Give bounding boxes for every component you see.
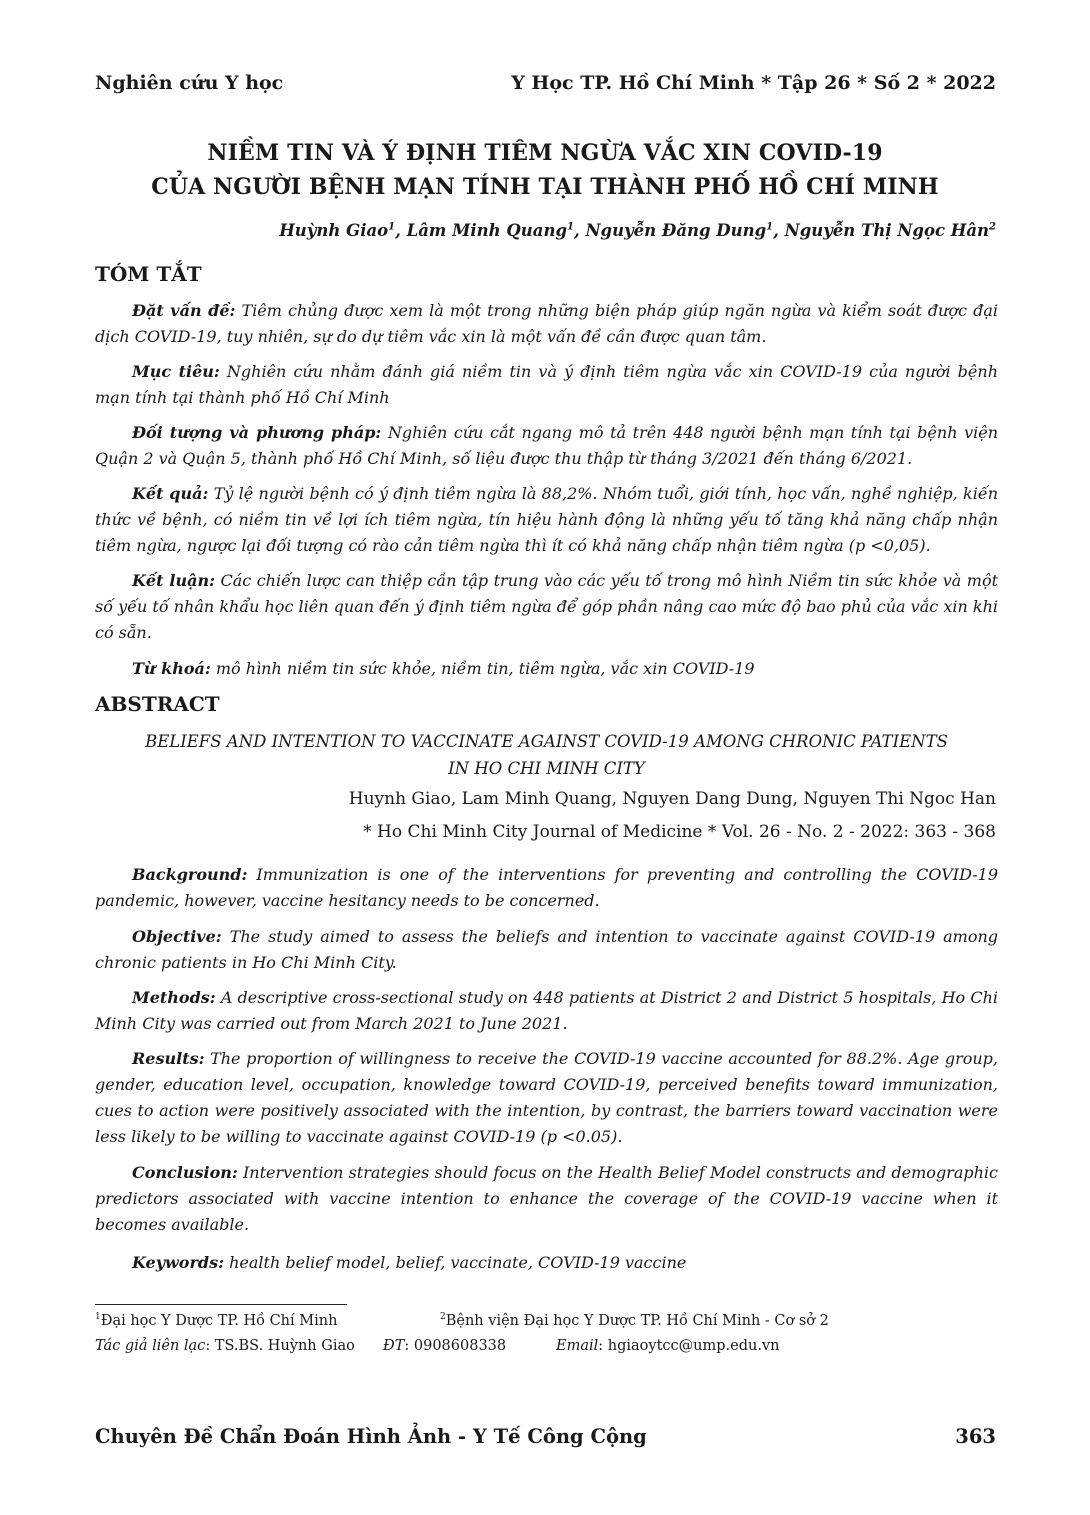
abstract-objective-text: The study aimed to assess the beliefs and intention to vaccinate against COVID-19 among chronic patients in Ho Chi Minh City. bbox=[95, 927, 998, 972]
summary-background-label: Đặt vấn đề: bbox=[132, 301, 236, 320]
corresponding-author-label: Tác giả liên lạc bbox=[95, 1338, 206, 1354]
summary-keywords-text: mô hình niềm tin sức khỏe, niềm tin, tiêm ngừa, vắc xin COVID-19 bbox=[210, 659, 755, 678]
author-name: Huỳnh Giao bbox=[279, 221, 389, 240]
contact-email-label: Email bbox=[556, 1338, 599, 1354]
author-separator: , bbox=[773, 221, 785, 240]
summary-conclusion-text: Các chiến lược can thiệp cần tập trung vào các yếu tố trong mô hình Niềm tin sức khỏe và một số yếu tố nhân khẩu học liên quan đến ý định tiêm ngừa để góp phần nâng cao mức độ bao phủ của vắc xin khi có sẵn. bbox=[95, 571, 999, 642]
corresponding-author bbox=[95, 1338, 355, 1354]
running-header-right: Y Học TP. Hồ Chí Minh * Tập 26 * Số 2 * 2022 bbox=[511, 72, 996, 94]
author-name: Nguyễn Đăng Dung bbox=[585, 221, 767, 240]
abstract-keywords-text: health belief model, belief, vaccinate, COVID-19 vaccine bbox=[224, 1253, 687, 1272]
summary-results-text: Tỷ lệ người bệnh có ý định tiêm ngừa là 88,2%. Nhóm tuổi, giới tính, học vấn, nghề nghiệp, kiến thức về bệnh, có niềm tin về lợi ích tiêm ngừa, tín hiệu hành động là những yếu tố tăng khả năng chấp nhận tiêm ngừa, ngược lại đối tượng có rào cản tiêm ngừa thì ít có khả năng chấp nhận tiêm ngừa (p <0,05). bbox=[95, 484, 999, 555]
contact-email bbox=[556, 1338, 779, 1354]
summary-keywords-label: Từ khoá: bbox=[132, 659, 211, 678]
running-header-left: Nghiên cứu Y học bbox=[95, 72, 284, 94]
contact-phone bbox=[383, 1338, 506, 1354]
summary-methods bbox=[95, 420, 998, 472]
summary-conclusion-label: Kết luận: bbox=[132, 571, 216, 590]
english-title-line-1: BELIEFS AND INTENTION TO VACCINATE AGAINST COVID-19 AMONG CHRONIC PATIENTS bbox=[145, 732, 948, 751]
affiliation-2-sup: 2 bbox=[440, 1312, 446, 1322]
corresponding-author-name: : TS.BS. Huỳnh Giao bbox=[205, 1338, 355, 1354]
author-separator: , bbox=[395, 221, 407, 240]
summary-methods-label: Đối tượng và phương pháp: bbox=[132, 423, 382, 442]
author-affiliation-sup: 1 bbox=[766, 221, 774, 233]
abstract-keywords bbox=[95, 1250, 998, 1276]
summary-methods-text: Nghiên cứu cắt ngang mô tả trên 448 người bệnh mạn tính tại bệnh viện Quận 2 và Quận 5, thành phố Hồ Chí Minh, số liệu được thu thập từ tháng 3/2021 đến tháng 6/2021. bbox=[95, 423, 999, 468]
contact-phone-label: ĐT bbox=[383, 1338, 405, 1354]
contact-email-value[interactable]: : hgiaoytcc@ump.edu.vn bbox=[598, 1338, 780, 1354]
author-name: Lâm Minh Quang bbox=[406, 221, 567, 240]
summary-background-text: Tiêm chủng được xem là một trong những biện pháp giúp ngăn ngừa và kiểm soát được đại dịch COVID-19, tuy nhiên, sự do dự tiêm vắc xin là một vấn đề cần được quan tâm. bbox=[95, 301, 998, 346]
summary-conclusion bbox=[95, 568, 998, 646]
author-separator: , bbox=[573, 221, 586, 240]
summary-background bbox=[95, 298, 998, 350]
abstract-heading: ABSTRACT bbox=[95, 692, 220, 716]
summary-results bbox=[95, 481, 998, 559]
article-title-line-1: NIỀM TIN VÀ Ý ĐỊNH TIÊM NGỪA VẮC XIN COVID-19 bbox=[207, 140, 883, 166]
affiliation-2 bbox=[440, 1312, 829, 1329]
abstract-objective-label: Objective: bbox=[132, 927, 222, 946]
author-affiliation-sup: 2 bbox=[989, 221, 996, 233]
abstract-keywords-label: Keywords: bbox=[132, 1253, 225, 1272]
author-affiliation-sup: 1 bbox=[567, 221, 574, 233]
abstract-background-text: Immunization is one of the interventions for preventing and controlling the COVID-19 pandemic, however, vaccine hesitancy needs to be concerned. bbox=[95, 865, 998, 910]
author-affiliation-sup: 1 bbox=[388, 221, 396, 233]
summary-objective-text: Nghiên cứu nhằm đánh giá niềm tin và ý định tiêm ngừa vắc xin COVID-19 của người bệnh mạn tính tại thành phố Hồ Chí Minh bbox=[95, 362, 999, 407]
article-title bbox=[60, 136, 1030, 204]
summary-objective-label: Mục tiêu: bbox=[132, 362, 220, 381]
abstract-results bbox=[95, 1046, 998, 1150]
abstract-methods-label: Methods: bbox=[132, 988, 216, 1007]
abstract-results-text: The proportion of willingness to receive the COVID-19 vaccine accounted for 88.2%. Age group, gender, education level, occupation, knowledge toward COVID-19, perceived benefits toward immunization, cues to action were positively associated with the intention, by contrast, the barriers toward vaccination were less likely to be willing to vaccinate against COVID-19 (p <0.05). bbox=[95, 1049, 998, 1146]
affiliation-1-text: Đại học Y Dược TP. Hồ Chí Minh bbox=[100, 1312, 338, 1329]
abstract-background-label: Background: bbox=[132, 865, 248, 884]
english-title bbox=[95, 728, 998, 782]
summary-heading: TÓM TẮT bbox=[95, 262, 202, 286]
affiliation-1-sup: 1 bbox=[95, 1312, 101, 1322]
summary-objective bbox=[95, 359, 998, 411]
abstract-objective bbox=[95, 924, 998, 976]
summary-keywords bbox=[95, 656, 998, 682]
journal-citation: * Ho Chi Minh City Journal of Medicine * Vol. 26 - No. 2 - 2022: 363 - 368 bbox=[363, 822, 996, 842]
abstract-background bbox=[95, 862, 998, 914]
english-author-list: Huynh Giao, Lam Minh Quang, Nguyen Dang Dung, Nguyen Thi Ngoc Han bbox=[348, 789, 996, 809]
running-footer-title: Chuyên Đề Chẩn Đoán Hình Ảnh - Y Tế Công Cộng bbox=[95, 1425, 647, 1448]
english-title-line-2: IN HO CHI MINH CITY bbox=[448, 759, 645, 778]
footnote-divider bbox=[95, 1304, 347, 1305]
author-name: Nguyễn Thị Ngọc Hân bbox=[784, 221, 990, 240]
abstract-conclusion-text: Intervention strategies should focus on the Health Belief Model constructs and demographic predictors associated with vaccine intention to enhance the coverage of the COVID-19 vaccine when it becomes available. bbox=[95, 1163, 998, 1234]
author-list bbox=[279, 221, 996, 240]
abstract-results-label: Results: bbox=[132, 1049, 205, 1068]
abstract-methods bbox=[95, 985, 998, 1037]
affiliation-2-text: Bệnh viện Đại học Y Dược TP. Hồ Chí Minh - Cơ sở 2 bbox=[445, 1312, 829, 1329]
abstract-conclusion bbox=[95, 1160, 998, 1238]
affiliation-1 bbox=[95, 1312, 337, 1329]
page-number: 363 bbox=[955, 1425, 996, 1448]
abstract-methods-text: A descriptive cross-sectional study on 448 patients at District 2 and District 5 hospitals, Ho Chi Minh City was carried out from March 2021 to June 2021. bbox=[95, 988, 998, 1033]
article-title-line-2: CỦA NGƯỜI BỆNH MẠN TÍNH TẠI THÀNH PHỐ HỒ CHÍ MINH bbox=[151, 174, 939, 200]
contact-phone-value: : 0908608338 bbox=[404, 1338, 507, 1354]
abstract-conclusion-label: Conclusion: bbox=[132, 1163, 238, 1182]
summary-results-label: Kết quả: bbox=[132, 484, 209, 503]
